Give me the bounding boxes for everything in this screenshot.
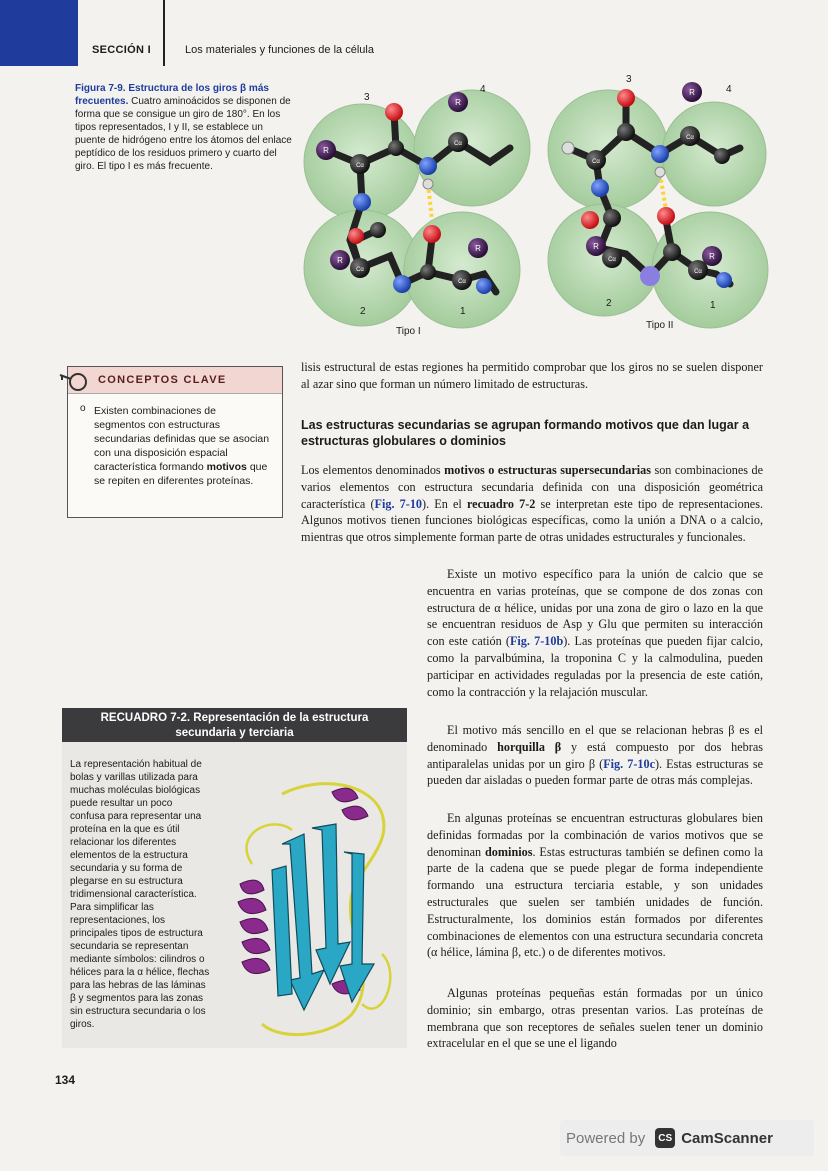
- alpha-carbon-label: Cα: [356, 267, 364, 273]
- bold-term: motivos o estructuras supersecundarias: [444, 463, 651, 477]
- figure-reference[interactable]: Fig. 7-10b: [509, 634, 564, 649]
- carbon-atom: [663, 243, 681, 261]
- text: ). Estas estructuras se pueden dar aisladas o pueden formar parte de otras más complejas.: [427, 756, 763, 788]
- paragraph-domains: [427, 810, 763, 961]
- section-label: SECCIÓN I: [92, 44, 151, 56]
- hydrogen-atom: [423, 179, 433, 189]
- type2-label: Tipo II: [646, 320, 674, 331]
- residue-number-1: 1: [710, 300, 716, 311]
- carbon-atom: [420, 264, 436, 280]
- protein-ribbon-illustration: [212, 774, 407, 1044]
- concepts-text: que se repiten en diferentes proteínas.: [94, 461, 268, 487]
- residue-number-3: 3: [364, 92, 370, 103]
- r-group-label: R: [323, 146, 329, 155]
- text: son combinaciones de varios elementos con estructura secundaria definida con una disposición geométrica característica (: [301, 463, 763, 511]
- r-group-label: R: [455, 98, 461, 107]
- text: ). Las proteínas que pueden fijar calcio, como la parvalbúmina, la troponina C y la calmodulina, pueden participar en actividades reguladas por la presencia de este catión, como la contracción y la relajación muscular.: [427, 634, 763, 699]
- paragraph-calcium: [427, 566, 763, 700]
- carbon-atom: [370, 222, 386, 238]
- oxygen-atom: [581, 211, 599, 229]
- text: . Estas estructuras también se definen como la parte de la cadena que se puede plegar de forma independiente formando una estructura terciaria estable, y son unidades estructurales que suelen ser también unidades de función. Estructuralmente, los dominios están formados por diferentes combinaciones de elementos con una estructura secundaria concreta (α hélice, lámina β, etc.) o de diferentes motivos.: [427, 844, 763, 960]
- text: Existe un motivo específico para la unión de calcio que se encuentra en varias proteínas, que se compone de dos zonas con estructura de α hélice, unidas por una zona de giro o lazo en la que se encuentran residuos de Asp y Glu que permiten su interacción con este catión (: [427, 567, 763, 649]
- figure-reference[interactable]: Fig. 7-10: [374, 496, 423, 511]
- box-reference[interactable]: recuadro 7-2: [466, 496, 536, 511]
- residue-number-1: 1: [460, 306, 466, 317]
- residue-number-4: 4: [726, 84, 732, 95]
- camscanner-watermark: [560, 1120, 814, 1156]
- alpha-carbon-label: Cα: [694, 269, 702, 275]
- figure-caption-title: Figura 7-9. Estructura de los giros β más frecuentes.: [75, 83, 269, 107]
- recuadro-box: [62, 708, 407, 1048]
- oxygen-atom: [423, 225, 441, 243]
- carbon-atom: [617, 123, 635, 141]
- paragraph-motifs: [301, 462, 763, 546]
- nitrogen-atom: [393, 275, 411, 293]
- camscanner-logo-icon: CS: [655, 1128, 675, 1148]
- residue-number-3: 3: [626, 74, 632, 85]
- figure-caption: [75, 82, 293, 173]
- page-number: 134: [55, 1073, 76, 1087]
- residue-number-2: 2: [606, 298, 612, 309]
- nitrogen-atom: [716, 272, 732, 288]
- chapter-title: Los materiales y funciones de la célula: [185, 44, 374, 56]
- header-divider: [163, 0, 165, 66]
- oxygen-atom: [348, 228, 364, 244]
- type1-label: Tipo I: [396, 326, 421, 337]
- nitrogen-atom: [640, 266, 660, 286]
- paragraph-small-proteins: Algunas proteínas pequeñas están formadas por un único dominio; sin embargo, otras presentan varios. Las proteínas de membrana que son receptores de señales suelen tener un dominio extracelular en el que se une el ligando: [427, 986, 763, 1051]
- bold-term: horquilla β: [497, 739, 562, 754]
- r-group-label: R: [689, 88, 695, 97]
- nitrogen-atom: [476, 278, 492, 294]
- key-concepts-header: [68, 367, 282, 394]
- concepts-text: Existen combinaciones de segmentos con estructuras secundarias definidas que se asocian con una disposición espacial característica formando: [94, 405, 270, 473]
- watermark-powered-text: Powered by: [566, 1129, 646, 1147]
- oxygen-atom: [657, 207, 675, 225]
- alpha-carbon-label: Cα: [592, 159, 600, 165]
- alpha-carbon-label: Cα: [356, 163, 364, 169]
- paragraph-hairpin: [427, 722, 763, 789]
- text: ). En el: [422, 496, 467, 511]
- figure-reference[interactable]: Fig. 7-10c: [603, 756, 655, 771]
- key-concepts-box: [67, 366, 283, 518]
- key-concepts-title: CONCEPTOS CLAVE: [98, 374, 227, 386]
- nitrogen-atom: [419, 157, 437, 175]
- beta-turn-figure: [300, 70, 770, 342]
- carbon-atom: [388, 140, 404, 156]
- section-color-tab: [0, 0, 78, 66]
- intro-paragraph: lisis estructural de estas regiones ha permitido comprobar que los giros no se suelen disponer al azar sino que forman un número limitado de estructuras.: [301, 360, 763, 391]
- hydrogen-atom: [655, 167, 665, 177]
- hydrogen-atom: [562, 142, 574, 154]
- type1-model: [304, 84, 530, 337]
- section-subheading: Las estructuras secundarias se agrupan formando motivos que dan lugar a estructuras globulares o dominios: [301, 418, 750, 448]
- r-group-label: R: [337, 256, 343, 265]
- residue-number-2: 2: [360, 306, 366, 317]
- r-group-label: R: [475, 244, 481, 253]
- text: se interpretan este tipo de representaciones. Algunos motivos tienen funciones biológicas específicas, como la unión a DNA o a calcio, mientras que otros simplemente forman parte de otras unidades estructurales y funcionales.: [301, 496, 764, 545]
- alpha-carbon-label: Cα: [608, 257, 616, 263]
- alpha-carbon-label: Cα: [686, 135, 694, 141]
- nitrogen-atom: [591, 179, 609, 197]
- key-concepts-bullet: [68, 394, 282, 488]
- carbon-atom: [603, 209, 621, 227]
- r-group-label: R: [593, 242, 599, 251]
- concepts-bold: motivos: [206, 461, 247, 473]
- residue-number-4: 4: [480, 84, 486, 95]
- nitrogen-atom: [353, 193, 371, 211]
- key-icon: [58, 371, 88, 393]
- carbon-atom: [714, 148, 730, 164]
- text: Los elementos denominados: [301, 463, 445, 477]
- nitrogen-atom: [651, 145, 669, 163]
- watermark-brand: CamScanner: [681, 1129, 773, 1147]
- oxygen-atom: [385, 103, 403, 121]
- alpha-carbon-label: Cα: [454, 141, 462, 147]
- type2-model: [548, 74, 768, 331]
- oxygen-atom: [617, 89, 635, 107]
- alpha-carbon-label: Cα: [458, 279, 466, 285]
- r-group-label: R: [709, 252, 715, 261]
- bold-term: dominios: [485, 844, 533, 859]
- figure-caption-body: Cuatro aminoácidos se disponen de forma que se consigue un giro de 180°. En los tipos representados, I y II, se establece un puente de hidrógeno entre los átomos del enlace peptídico de los residuos primero y cuarto del giro. El tipo I es más frecuente.: [75, 96, 292, 172]
- text: El motivo más sencillo en el que se relacionan hebras β es el denominado: [427, 723, 763, 754]
- text: En algunas proteínas se encuentran estructuras globulares bien definidas formadas por la combinación de varios motivos que se denominan: [427, 811, 763, 859]
- recuadro-text: La representación habitual de bolas y varillas utilizada para muchas moléculas biológicas puede resultar un poco confusa para representar una proteína en la que es útil relacionar los diferentes elementos de la estructura secundaria y su forma de plegarse en su estructura tridimensional característica. Para simplificar las representaciones, los principales tipos de estructura secundaria se representan mediante símbolos: cilindros o hélices para la α hélice, flechas para las hebras de las láminas β y segmentos para las zonas sin estructura secundaria o los giros.: [70, 759, 210, 1030]
- text: y está compuesto por dos hebras antiparalelas unidas por un giro β (: [427, 739, 763, 771]
- recuadro-title: RECUADRO 7-2. Representación de la estructura secundaria y terciaria: [62, 708, 407, 742]
